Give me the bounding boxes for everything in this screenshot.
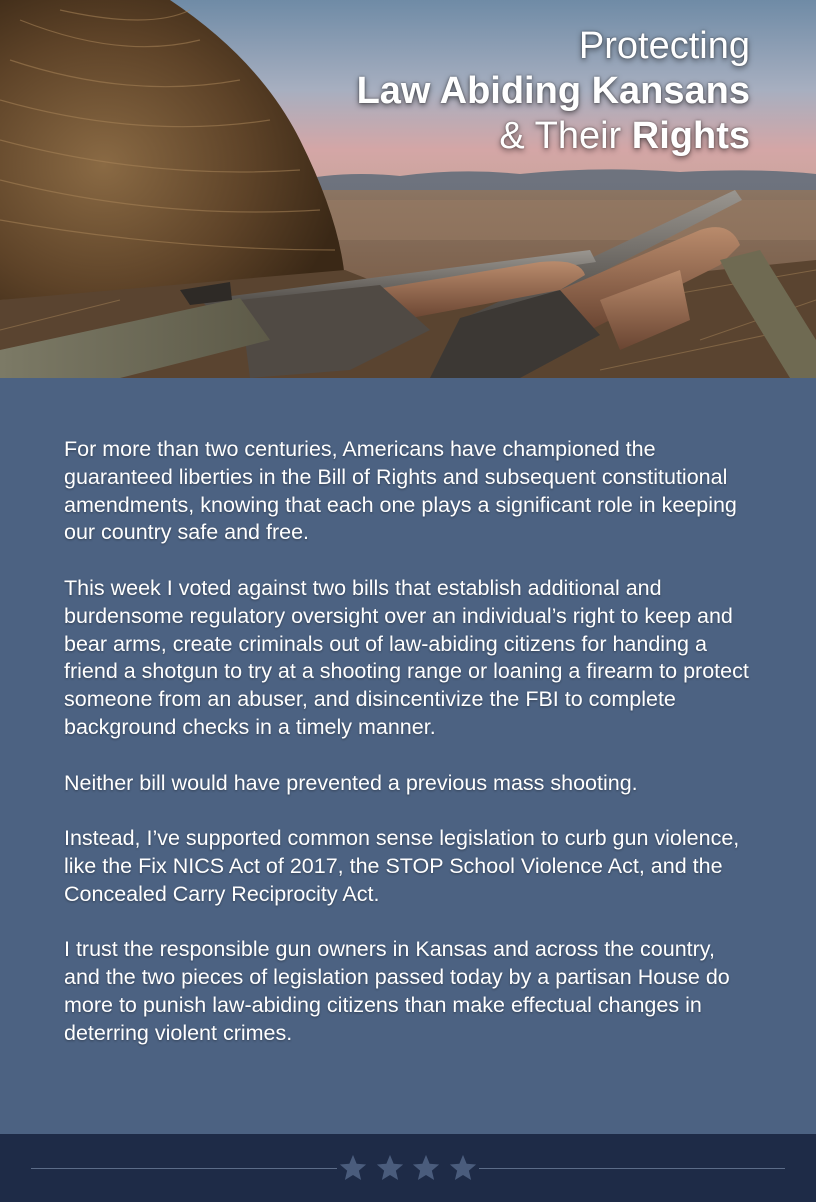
headline-line-kansans: Law Abiding Kansans xyxy=(356,70,750,112)
footer-stars xyxy=(338,1151,478,1185)
paragraph-intro: For more than two centuries, Americans have championed the guaranteed liberties in the Bill of Rights and subsequent constitutional amendments, knowing that each one plays a significant role in keeping our country safe and free. xyxy=(64,437,737,545)
headline-rights-word: Rights xyxy=(631,115,750,157)
headline-line-rights xyxy=(357,114,750,159)
hero-headline xyxy=(357,24,750,159)
star-icon xyxy=(411,1153,441,1183)
footer-divider-right xyxy=(479,1168,785,1169)
paragraph-support: Instead, I’ve supported common sense legislation to curb gun violence, like the Fix NICS Act of 2017, the STOP School Violence Act, and the Concealed Carry Reciprocity Act. xyxy=(64,826,740,906)
paragraph-prevention: Neither bill would have prevented a previous mass shooting. xyxy=(64,770,638,795)
footer-divider-left xyxy=(31,1168,337,1169)
star-icon xyxy=(338,1153,368,1183)
paragraph-trust: I trust the responsible gun owners in Kansas and across the country, and the two pieces of legislation passed today by a partisan House do more to punish law-abiding citizens than make effectual changes in deterring violent crimes. xyxy=(64,937,730,1045)
footer-band xyxy=(0,1134,816,1202)
hero-image xyxy=(0,0,816,378)
star-icon xyxy=(375,1153,405,1183)
headline-line-protecting: Protecting xyxy=(578,25,750,67)
star-icon xyxy=(448,1153,478,1183)
paragraph-vote: This week I voted against two bills that establish additional and burdensome regulatory oversight over an individual’s right to keep and bear arms, create criminals out of law-abiding citizens for handing a friend a shotgun to try at a shooting range or loaning a firearm to protect someone from an abuser, and disincentivize the FBI to complete background checks in a timely manner. xyxy=(64,575,749,739)
statement-body xyxy=(64,436,754,1075)
headline-their: & Their xyxy=(499,115,632,157)
